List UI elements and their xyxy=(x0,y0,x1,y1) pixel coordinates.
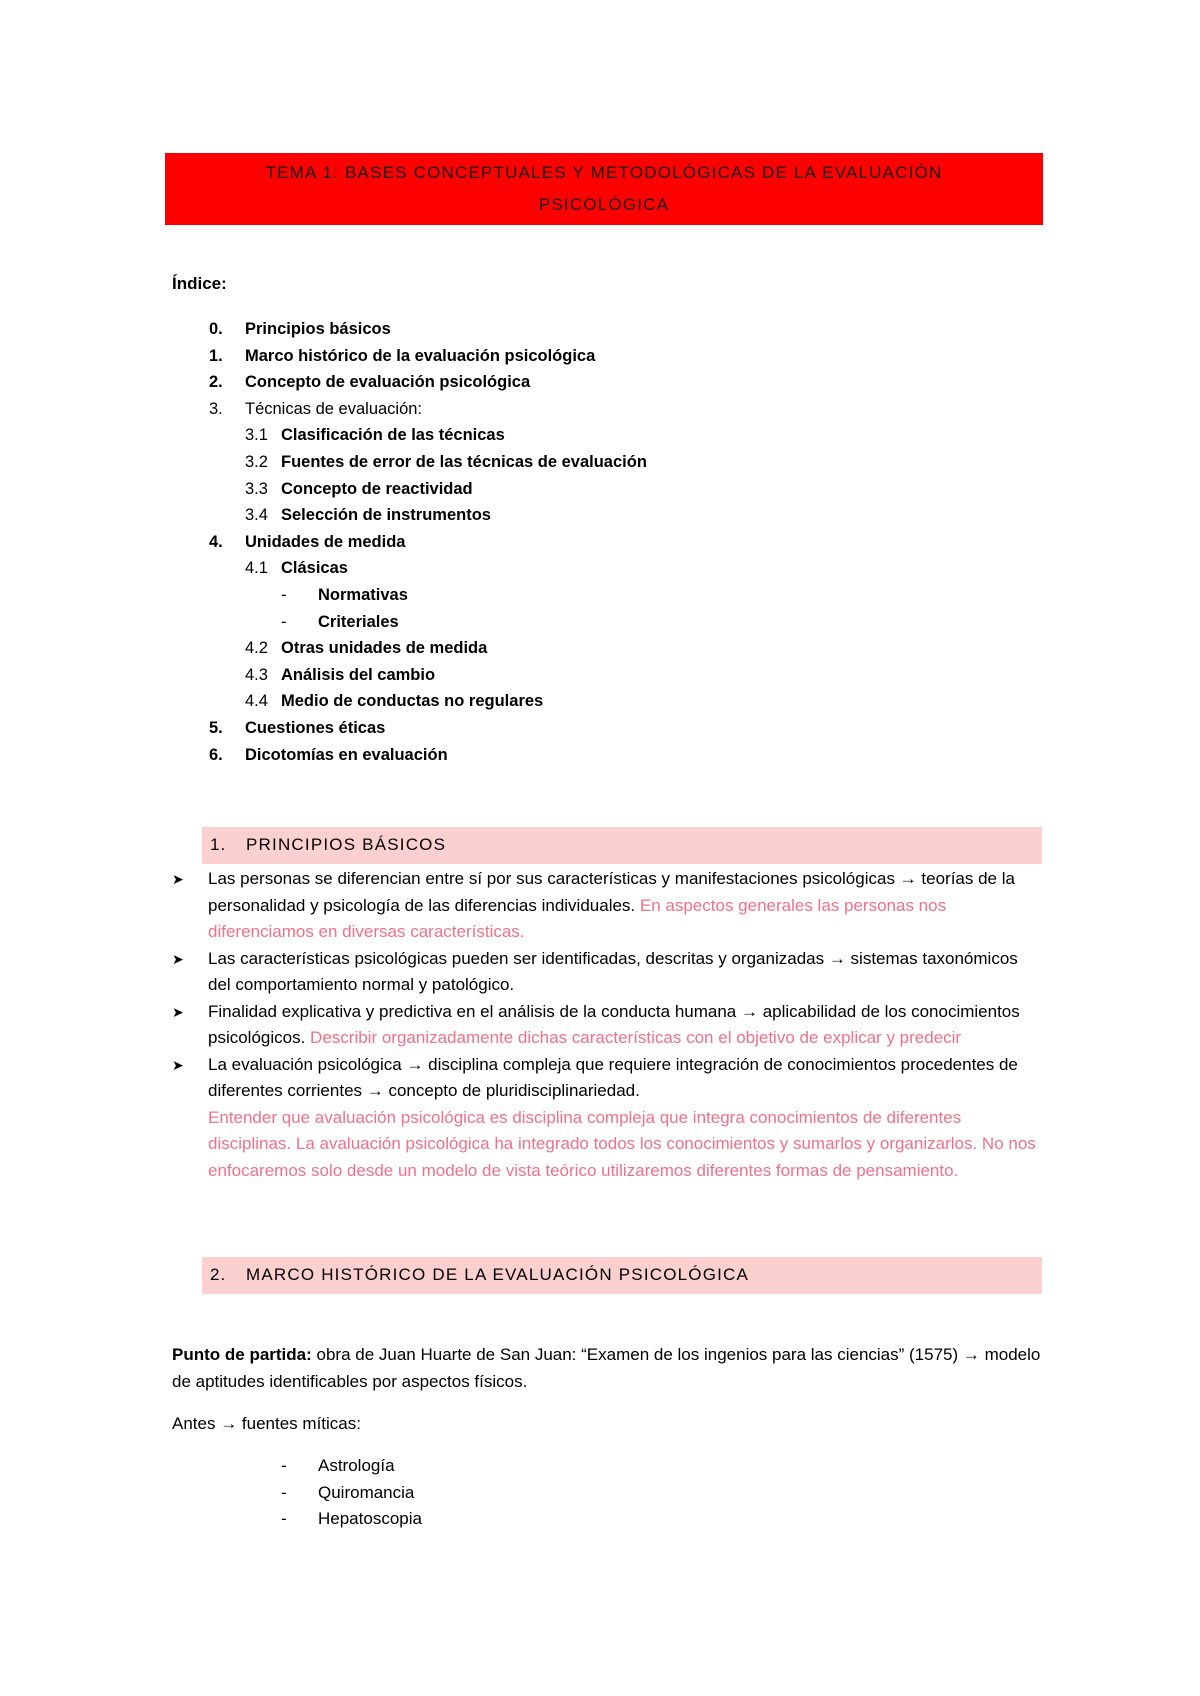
title-line-2: PSICOLÓGICA xyxy=(538,195,670,214)
bullet-item: ➤ Finalidad explicativa y predictiva en el análisis de la conducta humana → aplicabilidad de los conocimientos psicológicos. Describir organizadamente dichas características con el objetivo de explicar y predecir xyxy=(0,999,1038,1052)
pink-note: En aspectos generales las personas nos diferenciamos en diversas características. xyxy=(208,895,947,941)
punto-de-partida-paragraph: Punto de partida: obra de Juan Huarte de San Juan: “Examen de los ingenios para las ciencias” (1575) → modelo de aptitudes identificables por aspectos físicos. xyxy=(172,1345,1041,1391)
arrowhead-bullet-icon: ➤ xyxy=(172,871,184,887)
arrowhead-bullet-icon: ➤ xyxy=(172,1056,184,1073)
pink-note: Entender que avaluación psicológica es disciplina compleja que integra conocimientos de diferentes disciplinas. La avaluación psicológica ha integrado todos los conocimientos y sumarlos y organizarlos. No nos enfocaremos solo desde un modelo de vista teórico utilizaremos diferentes formas de pensamiento. xyxy=(208,1107,1036,1180)
section-number: 2. xyxy=(210,1265,227,1284)
toc-item: 5. Cuestiones éticas xyxy=(209,718,386,737)
toc-item: 2. Concepto de evaluación psicológica xyxy=(209,373,531,392)
arrowhead-bullet-icon: ➤ xyxy=(172,1003,184,1020)
toc-item: 6. Dicotomías en evaluación xyxy=(209,745,448,764)
bullet-item: ➤ La evaluación psicológica → disciplina compleja que requiere integración de conocimientos procedentes de diferentes corrientes → concepto de pluridisciplinariedad. Entender que avaluación psicológica es disciplina compleja que integra conocimientos de diferentes disciplinas. La avaluación psicológica ha integrado todos los conocimientos y sumarlos y organizarlos. No nos enfocaremos solo desde un modelo de vista teórico utilizaremos diferentes formas de pensamiento. xyxy=(0,1052,1038,1185)
list-item: - Hepatoscopia xyxy=(281,1509,422,1529)
section-heading-principios xyxy=(202,827,1042,864)
section-title: MARCO HISTÓRICO DE LA EVALUACIÓN PSICOLÓGICA xyxy=(246,1265,750,1284)
punto-label: Punto de partida: xyxy=(172,1345,312,1364)
toc-subsubitem: - Criteriales xyxy=(281,612,399,631)
toc-subitem: 3.3 Concepto de reactividad xyxy=(245,479,473,498)
antes-paragraph: Antes → fuentes míticas: xyxy=(172,1414,361,1433)
section-title: PRINCIPIOS BÁSICOS xyxy=(246,835,447,854)
toc-subsubitem: - Normativas xyxy=(281,585,408,604)
principios-bullet-list xyxy=(0,866,1200,1184)
toc-item: 3. Técnicas de evaluación: xyxy=(209,399,423,418)
list-item: - Quiromancia xyxy=(281,1482,415,1502)
table-of-contents xyxy=(0,316,1200,768)
indice-heading: Índice: xyxy=(172,274,227,293)
toc-item: 1. Marco histórico de la evaluación psicológica xyxy=(209,346,596,365)
arrowhead-bullet-icon: ➤ xyxy=(172,950,184,967)
bullet-item: ➤ Las características psicológicas pueden ser identificadas, descritas y organizadas → sistemas taxonómicos del comportamiento normal y patológico. xyxy=(0,946,1038,999)
toc-item: 4. Unidades de medida xyxy=(209,532,406,551)
toc-subitem: 3.2 Fuentes de error de las técnicas de evaluación xyxy=(245,452,647,471)
toc-subitem: 4.1 Clásicas xyxy=(245,559,348,578)
fuentes-miticas-list xyxy=(0,1453,1200,1533)
title-banner xyxy=(165,153,1043,225)
toc-subitem: 4.2 Otras unidades de medida xyxy=(245,639,488,658)
toc-subitem: 4.3 Análisis del cambio xyxy=(245,665,436,684)
toc-subitem: 3.4 Selección de instrumentos xyxy=(245,506,491,525)
title-line-1: TEMA 1: BASES CONCEPTUALES Y METODOLÓGICAS DE LA EVALUACIÓN xyxy=(265,163,943,182)
toc-item: 0. Principios básicos xyxy=(209,320,391,338)
section-number: 1. xyxy=(210,835,227,854)
bullet-item: ➤ Las personas se diferencian entre sí por sus características y manifestaciones psicológicas → teorías de la personalidad y psicología de las diferencias individuales. En aspectos generales las personas nos diferenciamos en diversas características. xyxy=(0,866,1038,946)
pink-note: Describir organizadamente dichas características con el objetivo de explicar y predecir xyxy=(305,1028,962,1047)
section-heading-marco-historico xyxy=(202,1257,1042,1294)
toc-subitem: 4.4 Medio de conductas no regulares xyxy=(245,692,544,711)
list-item: - Astrología xyxy=(281,1456,395,1475)
toc-subitem: 3.1 Clasificación de las técnicas xyxy=(245,426,505,445)
